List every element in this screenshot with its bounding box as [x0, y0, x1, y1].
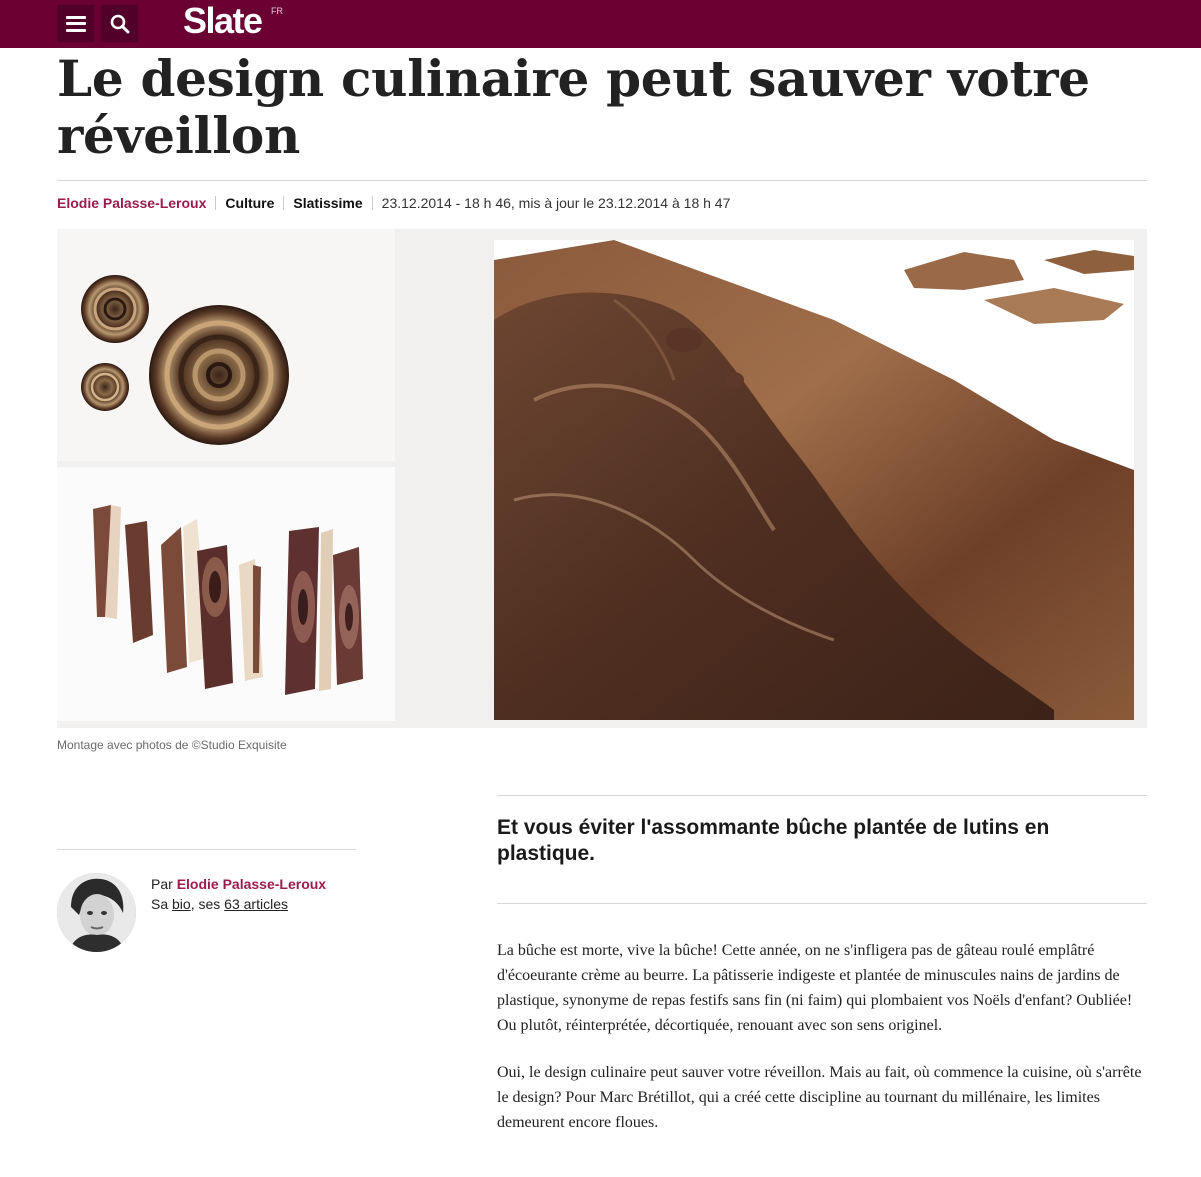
author-link[interactable]: Elodie Palasse-Leroux: [57, 195, 207, 211]
article-meta: [57, 193, 730, 213]
cut-logs-photo: [57, 467, 395, 721]
author-info: [151, 874, 326, 914]
author-box-divider: [57, 849, 356, 850]
by-label: Par: [151, 876, 173, 892]
meta-separator: [215, 196, 216, 210]
author-box-name-link[interactable]: Elodie Palasse-Leroux: [176, 876, 327, 892]
body-paragraph: Oui, le design culinaire peut sauver votre réveillon. Mais au fait, où commence la cuisine, où s'arrête le design? Pour Marc Brétillot, qui a créé cette discipline au tournant du millénaire, les limites demeurent encore floues.: [497, 1064, 1142, 1131]
chapo-bottom-divider: [497, 903, 1147, 904]
author-articles-link[interactable]: 63 articles: [224, 896, 288, 912]
logo-edition-label: FR: [271, 6, 283, 16]
search-button[interactable]: [101, 5, 138, 42]
meta-separator: [283, 196, 284, 210]
article-title: Le design culinaire peut sauver votre réveillon: [57, 49, 1090, 165]
chapo-top-divider: [497, 795, 1147, 796]
author-bio-link[interactable]: bio: [172, 896, 191, 912]
article-chapo: Et vous éviter l'assommante bûche plantée de lutins en plastique.: [497, 816, 1050, 865]
meta-separator: [372, 196, 373, 210]
menu-button[interactable]: [57, 5, 94, 42]
title-divider: [57, 180, 1147, 181]
slate-logo[interactable]: Slate: [183, 0, 262, 41]
sa-label: Sa: [151, 896, 169, 912]
top-navigation-bar: [0, 0, 1201, 48]
hero-image-montage: [57, 229, 1147, 728]
image-caption: Montage avec photos de ©Studio Exquisite: [57, 738, 287, 752]
category-link-culture[interactable]: Culture: [225, 195, 275, 211]
chocolate-buche-photo: [494, 240, 1134, 720]
author-links-line: [151, 894, 326, 914]
publish-date: 23.12.2014 - 18 h 46, mis à jour le 23.12.2014 à 18 h 47: [381, 195, 731, 211]
wood-slice-circles-photo: [57, 229, 395, 461]
hamburger-menu-icon: [66, 16, 86, 32]
ses-label: , ses: [190, 896, 221, 912]
author-avatar[interactable]: [57, 873, 136, 952]
search-icon: [110, 14, 130, 34]
author-name-line: [151, 874, 326, 894]
body-paragraph: La bûche est morte, vive la bûche! Cette année, on ne s'infligera pas de gâteau roulé emplâtré d'écoeurante crème au beurre. La pâtisserie indigeste et plantée de minuscules nains de jardins de plastique, synonyme de repas festifs sans fin (ni faim) qui plombaient vos Noëls d'enfant? Oubliée! Ou plutôt, réinterprétée, décortiquée, renouant avec son sens originel.: [497, 942, 1133, 1034]
article-body: [497, 938, 1147, 1157]
category-link-slatissime[interactable]: Slatissime: [293, 195, 363, 211]
